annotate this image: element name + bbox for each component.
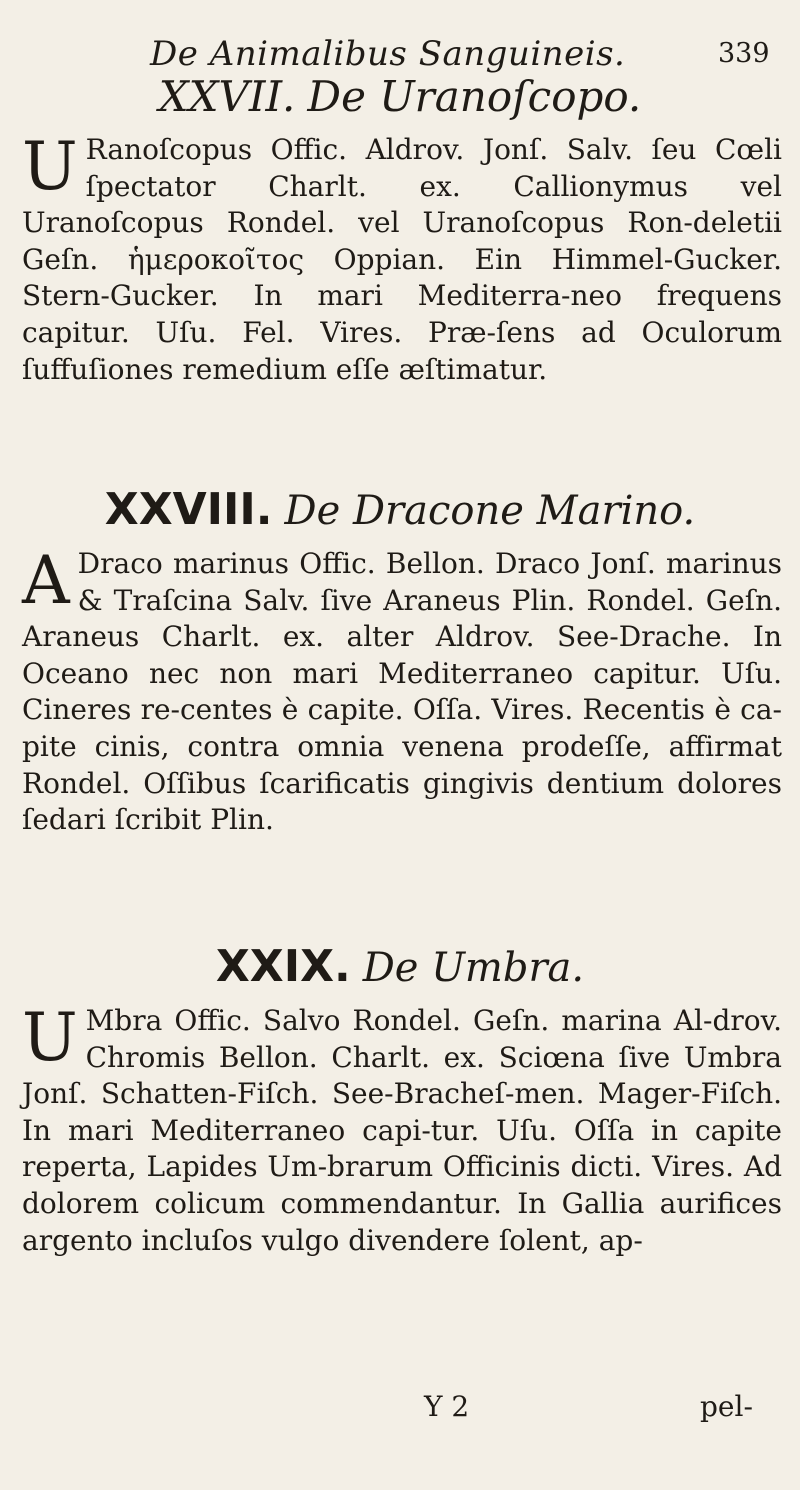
- chapter-title-text: De Umbra.: [362, 945, 585, 991]
- chapter-body-29: [22, 999, 782, 1259]
- catchline: [0, 1390, 800, 1430]
- drop-capital: U: [22, 128, 78, 205]
- chapter-body-28: [22, 542, 782, 839]
- chapter-numeral: XXVIII.: [104, 484, 273, 535]
- drop-capital: U: [22, 999, 78, 1076]
- chapter-title-29: [0, 941, 800, 992]
- chapter-numeral: XXVII.: [158, 72, 296, 121]
- chapter-title-27: [0, 72, 800, 121]
- chapter-title-28: [0, 484, 800, 535]
- body-text: Draco marinus Offic. Bellon. Draco Jonſ. marinus & Traſcina Salv. ſive Araneus Plin. Rondel. Geſn. Araneus Charlt. ex. alter Aldrov. See-Drache. In Oceano nec non mari Mediterraneo capitur. Uſu. Cineres re-centes è capite. Oſſa. Vires. Recentis è ca-pite cinis, contra omnia venena prodeſſe, affirmat Rondel. Oſſibus ſcarificatis gingivis dentium dolores ſedari ſcribit Plin.: [22, 547, 782, 837]
- chapter-body-27: [22, 128, 782, 388]
- chapter-title-text: De Uranoſcopo.: [307, 72, 642, 121]
- chapter-numeral: XXIX.: [215, 941, 351, 992]
- body-text: Mbra Offic. Salvo Rondel. Geſn. marina Al-drov. Chromis Bellon. Charlt. ex. Sciœna ſive Umbra Jonſ. Schatten-Fiſch. See-Bracheſ-men. Mager-Fiſch. In mari Mediterraneo capi-tur. Uſu. Oſſa in capite reperta, Lapides Um-brarum Officinis dicti. Vires. Ad dolorem colicum commendantur. In Gallia aurifices argento incluſos vulgo divendere ſolent, ap-: [22, 1004, 782, 1257]
- signature-mark: Y 2: [424, 1390, 470, 1423]
- running-title: De Animalibus Sanguineis.: [150, 34, 626, 74]
- catchword: pel-: [700, 1390, 753, 1423]
- running-head: [0, 14, 800, 74]
- body-text: Ranoſcopus Offic. Aldrov. Jonſ. Salv. ſeu Cœli ſpectator Charlt. ex. Callionymus vel Uranoſcopus Rondel. vel Uranoſcopus Ron-deletii Geſn. ἡμεροκοῖτος Oppian. Ein Himmel-Gucker. Stern-Gucker. In mari Mediterra-neo frequens capitur. Uſu. Fel. Vires. Præ-ſens ad Oculorum ſuffuſiones remedium eſſe æſtimatur.: [22, 133, 782, 386]
- page-number: 339: [718, 38, 770, 69]
- drop-capital: A: [22, 542, 70, 619]
- chapter-title-text: De Dracone Marino.: [284, 488, 696, 534]
